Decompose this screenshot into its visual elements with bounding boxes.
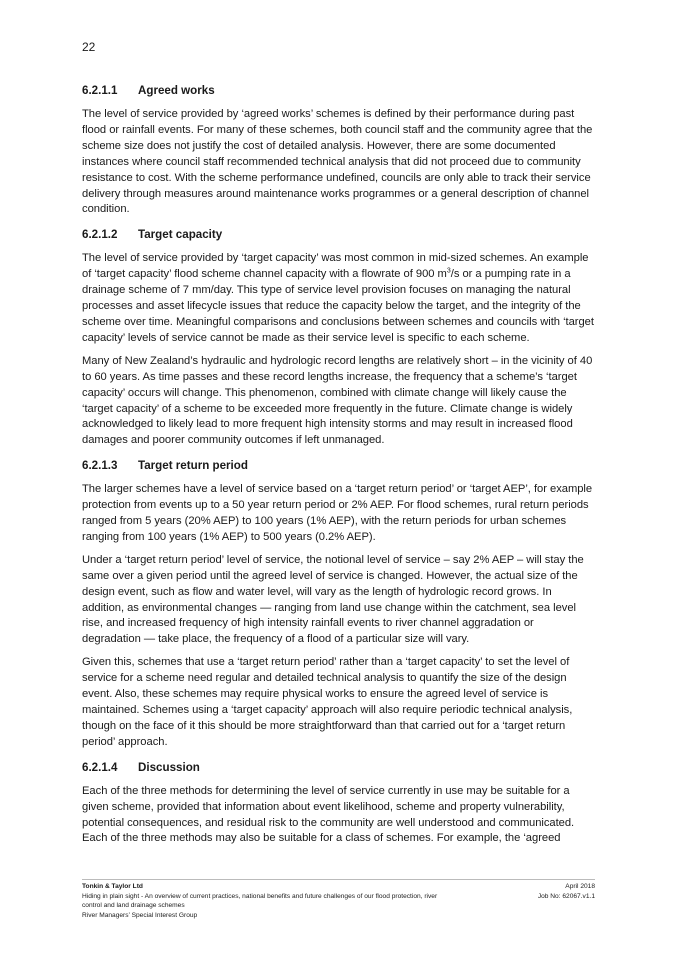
document-body xyxy=(82,83,594,856)
page-number: 22 xyxy=(82,40,96,54)
section-number: 6.2.1.2 xyxy=(82,228,118,242)
section-discussion xyxy=(82,760,594,848)
section-heading xyxy=(82,227,594,243)
paragraph xyxy=(82,251,594,346)
paragraph: Given this, schemes that use a ‘target return period’ rather than a ‘target capacity’ to set the level of service for a scheme need regular and detailed technical analysis to quantify the size of the design event. Also, these schemes may require physical works to ensure the agreed level of service is maintained. Schemes using a ‘target capacity’ approach will also require periodic technical analysis, though on the face of it this should be more straightforward than that carried out for a ‘target return period’ approach. xyxy=(82,656,573,748)
section-heading xyxy=(82,83,594,99)
section-heading xyxy=(82,458,594,474)
footer-job-no: Job No: 62067.v1.1 xyxy=(537,892,595,900)
footer-row xyxy=(82,882,595,920)
section-target-return-period xyxy=(82,458,594,751)
section-heading xyxy=(82,760,594,776)
section-title: Target capacity xyxy=(138,228,223,242)
section-number: 6.2.1.4 xyxy=(82,760,118,774)
section-title: Target return period xyxy=(138,459,248,473)
paragraph-text: /s or a pumping rate in a drainage scheme of 7 mm/day. This type of service level provision focuses on managing the natural processes and asset lifecycle issues that reduce the capacity below the target, and the integrity of the scheme over time. Meaningful comparisons and conclusions between schemes and councils with ‘target capacity’ levels of service cannot be made as their service level is specific to each scheme. xyxy=(82,268,594,344)
footer-date: April 2018 xyxy=(565,883,595,890)
footer-doc-title: Hiding in plain sight - An overview of current practices, national benefits and future challenges of our flood protection, river control and land drainage schemes xyxy=(82,892,438,910)
paragraph: The larger schemes have a level of service based on a ‘target return period’ or ‘target AEP’, for example protection from events up to a 50 year return period or 2% AEP. For flood schemes, rural return periods ranged from 5 years (20% AEP) to 100 years (1% AEP), with the return periods for urban schemes ranging from 100 years (1% AEP) to 500 years (0.2% AEP). xyxy=(82,483,593,543)
paragraph: The level of service provided by ‘agreed works’ schemes is defined by their performance during past flood or rainfall events. For many of these schemes, both council staff and the community agree that the scheme size does not justify the cost of detailed analysis. However, there are some documented instances where council staff recommended technical analysis that did not proceed due to community resistance to cost. With the scheme performance undefined, councils are only able to track their service delivery through measures around maintenance works programmes or a general description of channel condition. xyxy=(82,108,593,216)
paragraph: Each of the three methods for determining the level of service currently in use may be suitable for a given scheme, provided that information about event likelihood, scheme and property vulnerability, potential consequences, and residual risk to the community are well understood and communicated. Each of the three methods may also be suitable for a class of schemes. For example, the ‘agreed xyxy=(82,784,575,845)
footer-left xyxy=(82,882,442,920)
footer-company: Tonkin & Taylor Ltd xyxy=(82,883,143,890)
section-agreed-works xyxy=(82,83,594,218)
section-number: 6.2.1.1 xyxy=(82,84,118,97)
footer-right xyxy=(538,882,595,920)
paragraph-text: The level of service provided by ‘target capacity’ was most common in mid-sized schemes. An example of ‘target capacity’ flood scheme channel capacity with a flowrate of 900 m xyxy=(82,252,589,281)
paragraph: Under a ‘target return period’ level of service, the notional level of service – say 2% AEP – will stay the same over a given period until the agreed level of service is changed. However, the actual size of the design event, such as flow and water level, will vary as the length of hydrologic record grows. In addition, as environmental changes — ranging from land use change within the catchment, sea level rise, and increased frequency of high intensity rainfall events to river channel aggradation or degradation — take place, the frequency of a flood of a particular size will vary. xyxy=(82,553,584,646)
footer-group: River Managers’ Special Interest Group xyxy=(82,911,198,919)
section-title: Discussion xyxy=(138,760,200,774)
paragraph: Many of New Zealand’s hydraulic and hydrologic record lengths are relatively short – in the vicinity of 40 to 60 years. As time passes and these record lengths increase, the frequency that a scheme’s ‘target capacity’ occurs will change. This phenomenon, combined with climate change will likely cause the ‘target capacity’ of a scheme to be exceeded more frequently in the future. Climate change is widely acknowledged to likely lead to more frequent high intensity storms and may result in increased flood damages and poorer community outcomes if left unmanaged. xyxy=(82,354,593,447)
page-footer xyxy=(82,879,595,920)
section-title: Agreed works xyxy=(138,84,215,97)
section-number: 6.2.1.3 xyxy=(82,459,118,473)
superscript: 3 xyxy=(446,267,451,275)
section-target-capacity xyxy=(82,227,594,449)
